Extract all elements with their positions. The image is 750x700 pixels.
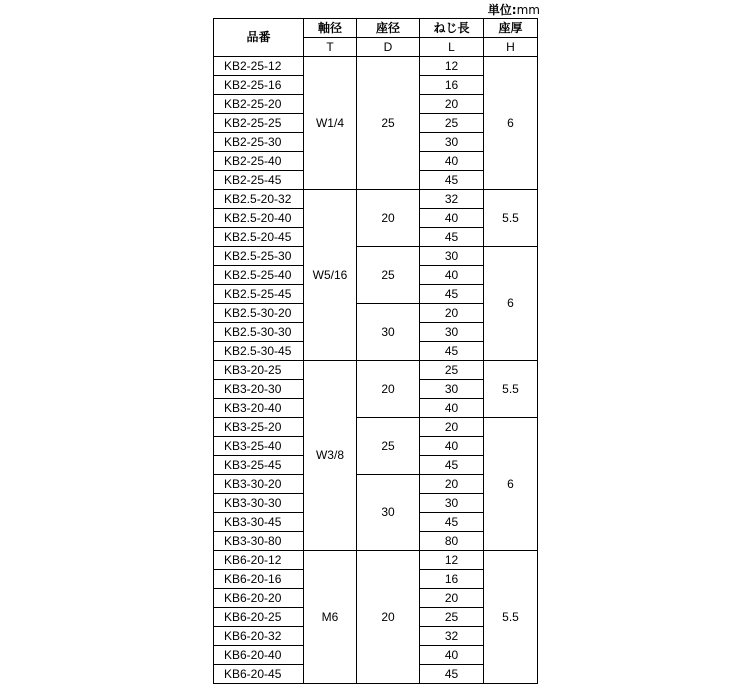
header-seat-diameter: 座径 <box>357 19 420 38</box>
thread-length-cell: 12 <box>420 57 484 76</box>
thread-length-cell: 32 <box>420 190 484 209</box>
part-number-cell: KB6-20-32 <box>214 627 304 646</box>
thread-length-cell: 80 <box>420 532 484 551</box>
shaft-diameter-cell: M6 <box>304 551 357 684</box>
shaft-diameter-cell: W3/8 <box>304 361 357 551</box>
thread-length-cell: 16 <box>420 76 484 95</box>
part-number-cell: KB3-25-45 <box>214 456 304 475</box>
thread-length-cell: 25 <box>420 114 484 133</box>
part-number-cell: KB2.5-20-40 <box>214 209 304 228</box>
spec-table <box>213 18 538 684</box>
seat-diameter-cell: 30 <box>357 475 420 551</box>
seat-thickness-cell: 5.5 <box>484 190 538 247</box>
part-number-cell: KB6-20-12 <box>214 551 304 570</box>
part-number-cell: KB2.5-20-32 <box>214 190 304 209</box>
seat-diameter-cell: 25 <box>357 57 420 190</box>
part-number-cell: KB2.5-30-20 <box>214 304 304 323</box>
part-number-cell: KB6-20-40 <box>214 646 304 665</box>
thread-length-cell: 40 <box>420 209 484 228</box>
seat-thickness-cell: 6 <box>484 247 538 361</box>
part-number-cell: KB2-25-25 <box>214 114 304 133</box>
part-number-cell: KB3-20-40 <box>214 399 304 418</box>
part-number-cell: KB2.5-25-40 <box>214 266 304 285</box>
thread-length-cell: 20 <box>420 304 484 323</box>
thread-length-cell: 30 <box>420 323 484 342</box>
thread-length-cell: 45 <box>420 456 484 475</box>
shaft-diameter-cell: W5/16 <box>304 190 357 361</box>
thread-length-cell: 40 <box>420 437 484 456</box>
part-number-cell: KB3-30-45 <box>214 513 304 532</box>
header-shaft-diameter: 軸径 <box>304 19 357 38</box>
unit-label <box>488 1 540 18</box>
symbol-T: T <box>304 38 357 57</box>
part-number-cell: KB2-25-40 <box>214 152 304 171</box>
seat-diameter-cell: 20 <box>357 361 420 418</box>
symbol-D: D <box>357 38 420 57</box>
thread-length-cell: 45 <box>420 342 484 361</box>
unit-prefix: 単位: <box>487 3 517 17</box>
shaft-diameter-cell: W1/4 <box>304 57 357 190</box>
part-number-cell: KB2.5-25-45 <box>214 285 304 304</box>
seat-diameter-cell: 20 <box>357 190 420 247</box>
unit-value: mm <box>516 3 540 17</box>
header-seat-thickness: 座厚 <box>484 19 538 38</box>
thread-length-cell: 25 <box>420 608 484 627</box>
thread-length-cell: 30 <box>420 133 484 152</box>
part-number-cell: KB2-25-45 <box>214 171 304 190</box>
seat-diameter-cell: 25 <box>357 418 420 475</box>
part-number-cell: KB6-20-25 <box>214 608 304 627</box>
part-number-cell: KB2-25-16 <box>214 76 304 95</box>
part-number-cell: KB3-25-20 <box>214 418 304 437</box>
thread-length-cell: 40 <box>420 152 484 171</box>
thread-length-cell: 20 <box>420 95 484 114</box>
table-row <box>214 551 538 570</box>
part-number-cell: KB3-20-30 <box>214 380 304 399</box>
spec-table-body <box>214 19 538 684</box>
thread-length-cell: 12 <box>420 551 484 570</box>
thread-length-cell: 45 <box>420 285 484 304</box>
part-number-cell: KB6-20-20 <box>214 589 304 608</box>
thread-length-cell: 16 <box>420 570 484 589</box>
thread-length-cell: 40 <box>420 646 484 665</box>
thread-length-cell: 20 <box>420 418 484 437</box>
thread-length-cell: 45 <box>420 228 484 247</box>
part-number-cell: KB2-25-20 <box>214 95 304 114</box>
thread-length-cell: 20 <box>420 589 484 608</box>
seat-thickness-cell: 6 <box>484 418 538 551</box>
thread-length-cell: 32 <box>420 627 484 646</box>
seat-diameter-cell: 25 <box>357 247 420 304</box>
part-number-cell: KB3-30-80 <box>214 532 304 551</box>
header-row <box>214 19 538 38</box>
header-part-number: 品番 <box>214 19 304 57</box>
part-number-cell: KB2-25-30 <box>214 133 304 152</box>
part-number-cell: KB6-20-16 <box>214 570 304 589</box>
table-row <box>214 418 538 437</box>
table-row <box>214 57 538 76</box>
part-number-cell: KB2.5-30-30 <box>214 323 304 342</box>
seat-thickness-cell: 6 <box>484 57 538 190</box>
part-number-cell: KB3-25-40 <box>214 437 304 456</box>
seat-thickness-cell: 5.5 <box>484 361 538 418</box>
thread-length-cell: 40 <box>420 399 484 418</box>
table-row <box>214 247 538 266</box>
symbol-L: L <box>420 38 484 57</box>
thread-length-cell: 45 <box>420 513 484 532</box>
seat-diameter-cell: 30 <box>357 304 420 361</box>
part-number-cell: KB3-30-20 <box>214 475 304 494</box>
thread-length-cell: 45 <box>420 665 484 684</box>
part-number-cell: KB2.5-25-30 <box>214 247 304 266</box>
seat-thickness-cell: 5.5 <box>484 551 538 684</box>
table-row <box>214 190 538 209</box>
thread-length-cell: 20 <box>420 475 484 494</box>
symbol-H: H <box>484 38 538 57</box>
thread-length-cell: 30 <box>420 247 484 266</box>
part-number-cell: KB2.5-20-45 <box>214 228 304 247</box>
part-number-cell: KB2-25-12 <box>214 57 304 76</box>
header-thread-length: ねじ長 <box>420 19 484 38</box>
thread-length-cell: 40 <box>420 266 484 285</box>
thread-length-cell: 45 <box>420 171 484 190</box>
part-number-cell: KB3-30-30 <box>214 494 304 513</box>
part-number-cell: KB3-20-25 <box>214 361 304 380</box>
thread-length-cell: 25 <box>420 361 484 380</box>
seat-diameter-cell: 20 <box>357 551 420 684</box>
table-row <box>214 361 538 380</box>
part-number-cell: KB2.5-30-45 <box>214 342 304 361</box>
thread-length-cell: 30 <box>420 380 484 399</box>
thread-length-cell: 30 <box>420 494 484 513</box>
part-number-cell: KB6-20-45 <box>214 665 304 684</box>
